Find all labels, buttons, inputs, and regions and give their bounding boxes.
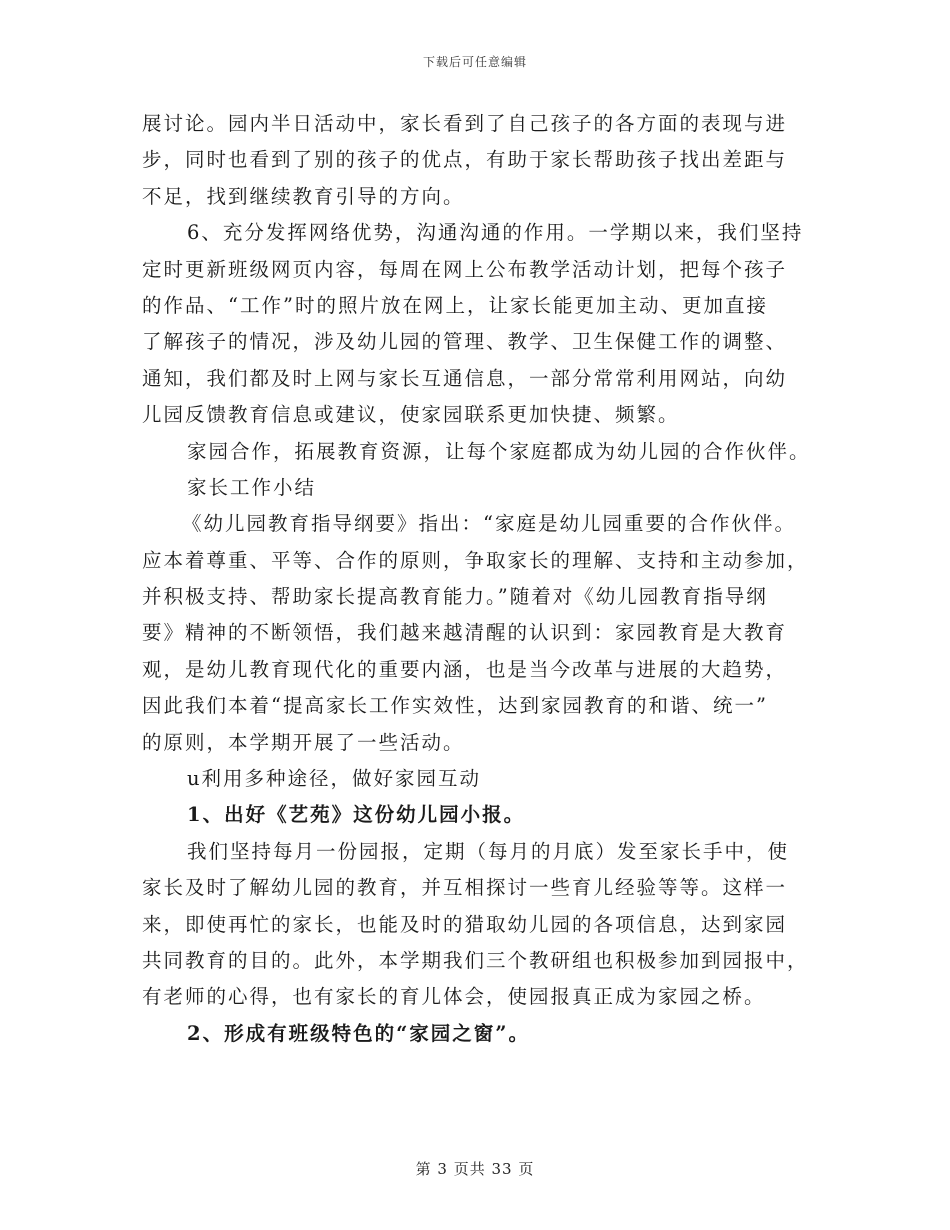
paragraph-line: 共同教育的目的。此外，本学期我们三个教研组也积极参加到园报中， [142, 948, 809, 972]
paragraph-line: 观，是幼儿教育现代化的重要内涵，也是当今改革与进展的大趋势， [142, 657, 788, 681]
paragraph-line: 有老师的心得，也有家长的育儿体会，使园报真正成为家园之桥。 [142, 985, 766, 1009]
page-header: 下载后可任意编辑 [422, 55, 527, 69]
section-heading-line: 1、出好《艺苑》这份幼儿园小报。 [187, 803, 526, 827]
paragraph-line: 我们坚持每月一份园报，定期（每月的月底）发至家长手中，使 [187, 839, 790, 863]
paragraph-line: 并积极支持、帮助家长提高教育能力。”随着对《幼儿园教育指导纲 [142, 585, 768, 609]
paragraph-line: 的原则，本学期开展了一些活动。 [142, 730, 465, 754]
paragraph-line: 儿园反馈教育信息或建议，使家园联系更加快捷、频繁。 [142, 403, 680, 427]
paragraph-line: 定时更新班级网页内容，每周在网上公布教学活动计划，把每个孩子 [142, 257, 788, 281]
paragraph-line: 因此我们本着“提高家长工作实效性，达到家园教育的和谐、统一” [142, 694, 768, 718]
paragraph-line: 通知，我们都及时上网与家长互通信息，一部分常常利用网站，向幼 [142, 366, 788, 390]
paragraph-line: 不足，找到继续教育引导的方向。 [142, 184, 465, 208]
paragraph-line: 要》精神的不断领悟，我们越来越清醒的认识到：家园教育是大教育 [142, 621, 788, 645]
page-footer: 第 3 页共 33 页 [415, 1160, 535, 1178]
section-heading-line: 2、形成有班级特色的“家园之窗”。 [187, 1021, 531, 1045]
paragraph-line: 家长工作小结 [187, 475, 317, 499]
document-body [142, 106, 822, 1052]
paragraph-line: 家园合作，拓展教育资源，让每个家庭都成为幼儿园的合作伙伴。 [187, 439, 811, 463]
paragraph-line: 展讨论。园内半日活动中，家长看到了自己孩子的各方面的表现与进 [142, 112, 788, 135]
paragraph-line: 《幼儿园教育指导纲要》指出：“家庭是幼儿园重要的合作伙伴。 [182, 512, 796, 536]
paragraph-line: 了解孩子的情况，涉及幼儿园的管理、教学、卫生保健工作的调整、 [142, 330, 788, 354]
paragraph-line: 家长及时了解幼儿园的教育，并互相探讨一些育儿经验等等。这样一 [142, 876, 788, 900]
paragraph-line: 6、充分发挥网络优势，沟通沟通的作用。一学期以来，我们坚持 [187, 221, 804, 245]
paragraph-line: 来，即使再忙的家长，也能及时的猎取幼儿园的各项信息，达到家园 [142, 912, 788, 936]
paragraph-line: 步，同时也看到了别的孩子的优点，有助于家长帮助孩子找出差距与 [142, 148, 788, 172]
paragraph-line: 应本着尊重、平等、合作的原则，争取家长的理解、支持和主动参加， [142, 548, 809, 572]
paragraph-line: u利用多种途径，做好家园互动 [187, 767, 482, 791]
paragraph-line: 的作品、“工作”时的照片放在网上，让家长能更加主动、更加直接 [142, 293, 768, 317]
